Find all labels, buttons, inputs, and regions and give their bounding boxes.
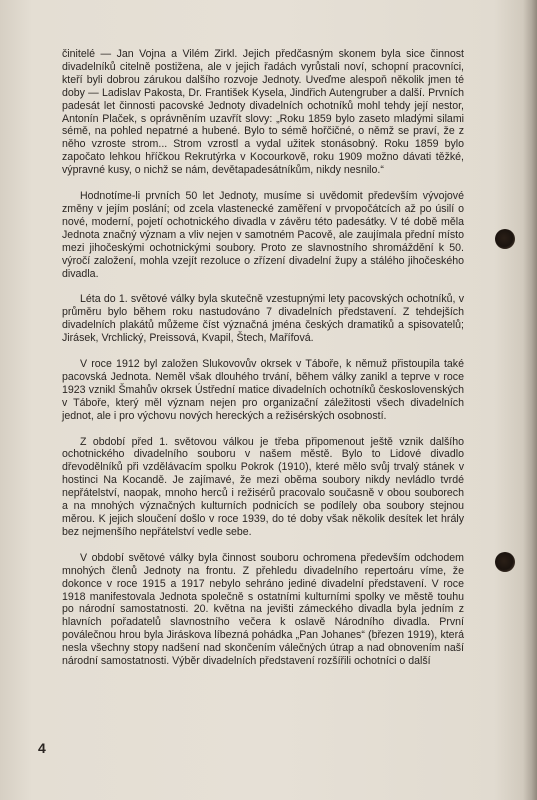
page-number: 4 <box>38 740 46 756</box>
paragraph-2: Hodnotíme-li prvních 50 let Jednoty, musíme si uvědomit především vývojové změny v jejím poslání; od zcela vlastenecké zaměření v prvopočátcích až po úsilí o nové, moderní, pojetí ochotnického divadla v závěru této padesátky. V té době měla Jednota značný význam a vliv nejen v samotném Pacově, ale zaujímala přední místo mezi jihočeskými ochotnickými soubory. Proto ze slavnostního shromáždění k 50. výročí založení, mohla vzejít rezoluce o zřízení divadelní župy a stálého jihočeského divadla. <box>62 190 464 280</box>
paragraph-6: V období světové války byla činnost souboru ochromena především odchodem mnohých členů Jednoty na frontu. Z přehledu divadelního repertoáru víme, že dokonce v roce 1915 a 1917 nebylo sehráno jediné divadelní představení. V roce 1918 manifestovala Jednota společně s ostatními kulturními spolky ve městě touhu po národní samostatnosti. 20. května na jevišti zámeckého divadla byla jedním z hlavních pořadatelů slavnostního večera k oslavě Národního divadla. První poválečnou hrou byla Jiráskova líbezná pohádka „Pan Johanes“ (březen 1919), která nesla všechny stopy nadšení nad skončením válečných útrap a nad obnovením naší národní samostatnosti. Výběr divadelních představení rozšířili ochotníci o další <box>62 551 464 668</box>
paragraph-5: Z období před 1. světovou válkou je třeba připomenout ještě vznik dalšího ochotnického divadelního souboru v našem městě. Bylo to Lidové divadlo dřevodělníků při vzdělávacím spolku Pokrok (1910), které mělo svůj trvalý stánek v hostinci Na Kocandě. Je zajímavé, že mezi oběma soubory nikdy nevládlo tvrdé nepřátelství, naopak, mnoho herců i režisérů pracovalo současně v obou souborech a na mnohých význačných kulturních podnicích se podílely oba soubory stejnou měrou. K jejich sloučení došlo v roce 1939, do té doby však několik desítek let hrály bez nejmenšího nepřátelství vedle sebe. <box>62 435 464 538</box>
page-binding-shadow <box>523 0 537 800</box>
paragraph-3: Léta do 1. světové války byla skutečně vzestupnými lety pacovských ochotníků, v průměru bylo během roku nastudováno 7 divadelních představení. Z tehdejších divadelních plakátů můžeme číst význačná jména českých dramatiků a spisovatelů; Jirásek, Vrchlický, Preissová, Kvapil, Štech, Mařífová. <box>62 293 464 345</box>
punch-hole-upper <box>495 229 515 249</box>
body-text <box>62 48 464 668</box>
punch-hole-lower <box>495 552 515 572</box>
paragraph-1: činitelé — Jan Vojna a Vilém Zirkl. Jejich předčasným skonem byla sice činnost divadelníků citelně postižena, ale v jejich řadách vyrůstali noví, schopní pracovníci, kteří byli dobrou zárukou dalšího rozvoje Jednoty. Uveďme alespoň několik jmen té doby — Ladislav Pakosta, Dr. František Kysela, Jindřich Autengruber a další. Prvních padesát let činnosti pacovské Jednoty divadelních ochotníků mohl tehdy její nestor, Antonín Plaček, s oprávněním uzavřít slovy: „Roku 1859 bylo zaseto mladými silami sémě, na pohled nepatrné a hubené. Bylo to sémě hořčičné, o němž se praví, že z něho vzroste strom... Strom vzrostl a vydal užitek stonásobný. Roku 1859 bylo započato lehkou hříčkou Rekrutýrka v Kocourkově, roku 1909 možno dávati těžké, výpravné kusy, o nichž se nám, devětapadesátníkům, nikdy nesnilo.“ <box>62 48 464 177</box>
paragraph-4: V roce 1912 byl založen Slukovovův okrsek v Táboře, k němuž přistoupila také pacovská Jednota. Neměl však dlouhého trvání, během války zanikl a teprve v roce 1923 vznikl Šmahův okrsek Ústřední matice divadelních ochotníků československých v Táboře, který měl význam nejen pro organizační záležitosti všech divadelních jednot, ale i pro výchovu nových hereckých a režisérských osobností. <box>62 358 464 422</box>
